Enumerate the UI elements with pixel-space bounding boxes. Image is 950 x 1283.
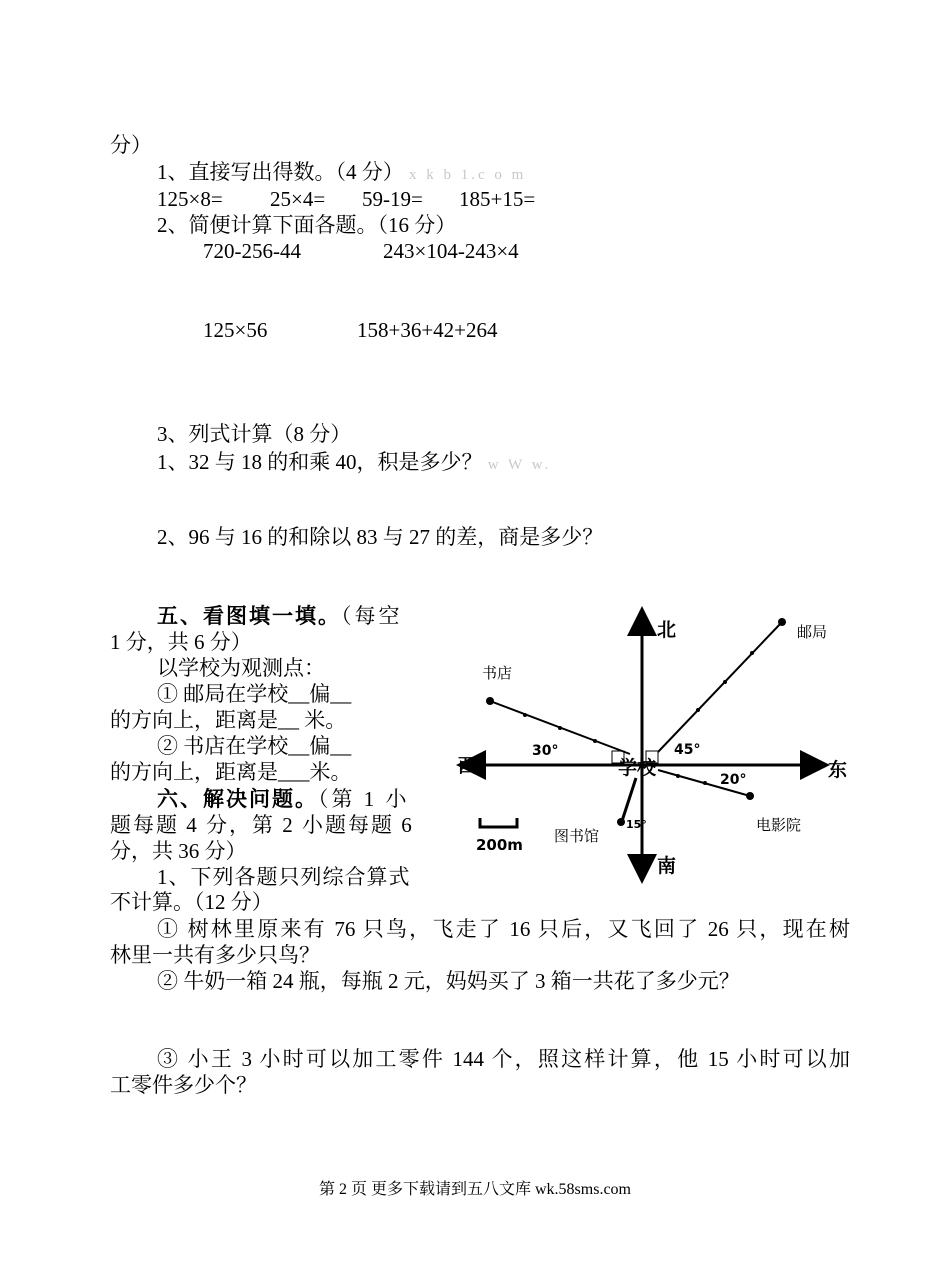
q1-item-3: 59-19= [362,187,423,211]
angle-15: 15° [626,818,647,831]
sec5-score-a: （每空 [341,604,403,628]
q2-item-2: 243×104-243×4 [383,239,519,263]
sec5-title-line [157,603,403,629]
label-post-office: 邮局 [797,623,828,641]
angle-30: 30° [532,743,559,759]
sec6-p1a: ① 树林里原来有 76 只鸟，飞走了 16 只后，又飞回了 26 只，现在树 [157,917,850,941]
watermark-text-2: w W w. [487,457,552,473]
direction-map [440,590,860,890]
angle-45: 45° [674,742,701,758]
library-dot [617,818,625,826]
sec6-line3: 分，共 36 分） [110,839,247,863]
label-west: 西 [458,755,478,777]
tick-dot [750,651,754,655]
sec6-p3b: 工零件多少个？ [110,1073,257,1097]
q3-title: 3、列式计算（8 分） [157,422,352,446]
sec6-title-line [157,786,410,812]
watermark-text: x k b 1.c o m [409,167,527,183]
q3-item-1-text: 1、32 与 18 的和乘 40，积是多少？ [157,450,483,474]
sec6-line2: 题每题 4 分，第 2 小题每题 6 [110,813,414,837]
q1-item-2: 25×4= [270,187,326,211]
q3-item-1 [157,449,551,478]
tick-dot [676,774,680,778]
sec5-title: 五、看图填一填。 [157,604,341,628]
sec5-q2a: ② 书店在学校__偏__ [157,734,352,758]
continued-fragment: 分） [110,133,152,157]
q3-item-2: 2、96 与 16 的和除以 83 与 27 的差，商是多少？ [157,525,604,549]
q1-item-4: 185+15= [459,187,536,211]
cinema-dot [746,792,754,800]
q1-item-1: 125×8= [157,187,223,211]
sec5-q2b: 的方向上，距离是___米。 [110,760,352,784]
label-east: 东 [828,759,848,781]
q1-title-text: 1、直接写出得数。（4 分） [157,160,404,184]
post-office-dot [778,618,786,626]
scale-bar [480,818,517,827]
ray-post-office [658,622,782,752]
sec6-line1-tail: （第 1 小 [318,787,410,811]
sec6-sub1a: 1、下列各题只列综合算式 [157,865,411,889]
tick-dot [723,680,727,684]
ray-library [622,778,636,821]
q2-item-4: 158+36+42+264 [357,318,498,342]
sec5-intro: 以学校为观测点： [157,656,325,680]
sec6-p3a: ③ 小王 3 小时可以加工零件 144 个，照这样计算，他 15 小时可以加 [157,1047,850,1071]
sec6-sub1b: 不计算。（12 分） [110,890,273,914]
sec6-title: 六、解决问题。 [157,787,318,811]
tick-dot [558,726,562,730]
label-cinema: 电影院 [756,816,802,834]
tick-dot [593,739,597,743]
sec6-p1b: 林里一共有多少只鸟？ [110,943,320,967]
label-south: 南 [657,855,677,877]
sec6-p2: ② 牛奶一箱 24 瓶，每瓶 2 元，妈妈买了 3 箱一共花了多少元？ [157,969,740,993]
q2-item-1: 720-256-44 [203,239,301,263]
sec5-q1a: ① 邮局在学校__偏__ [157,682,352,706]
page-footer: 第 2 页 更多下载请到五八文库 wk.58sms.com [318,1181,631,1198]
sec5-score-b: 1 分，共 6 分） [110,630,252,654]
tick-dot [696,708,700,712]
tick-dot [523,713,527,717]
angle-20: 20° [720,772,747,788]
tick-dot [703,781,707,785]
q2-item-3: 125×56 [203,318,268,342]
q2-title: 2、简便计算下面各题。（16 分） [157,213,457,237]
q1-title [157,159,526,188]
scale-label: 200m [476,836,523,854]
label-bookstore: 书店 [482,664,513,682]
sec5-q1b: 的方向上，距离是__ 米。 [110,708,347,732]
label-north: 北 [657,619,677,641]
label-library: 图书馆 [554,827,600,845]
label-school: 学校 [618,757,657,779]
bookstore-dot [486,697,494,705]
